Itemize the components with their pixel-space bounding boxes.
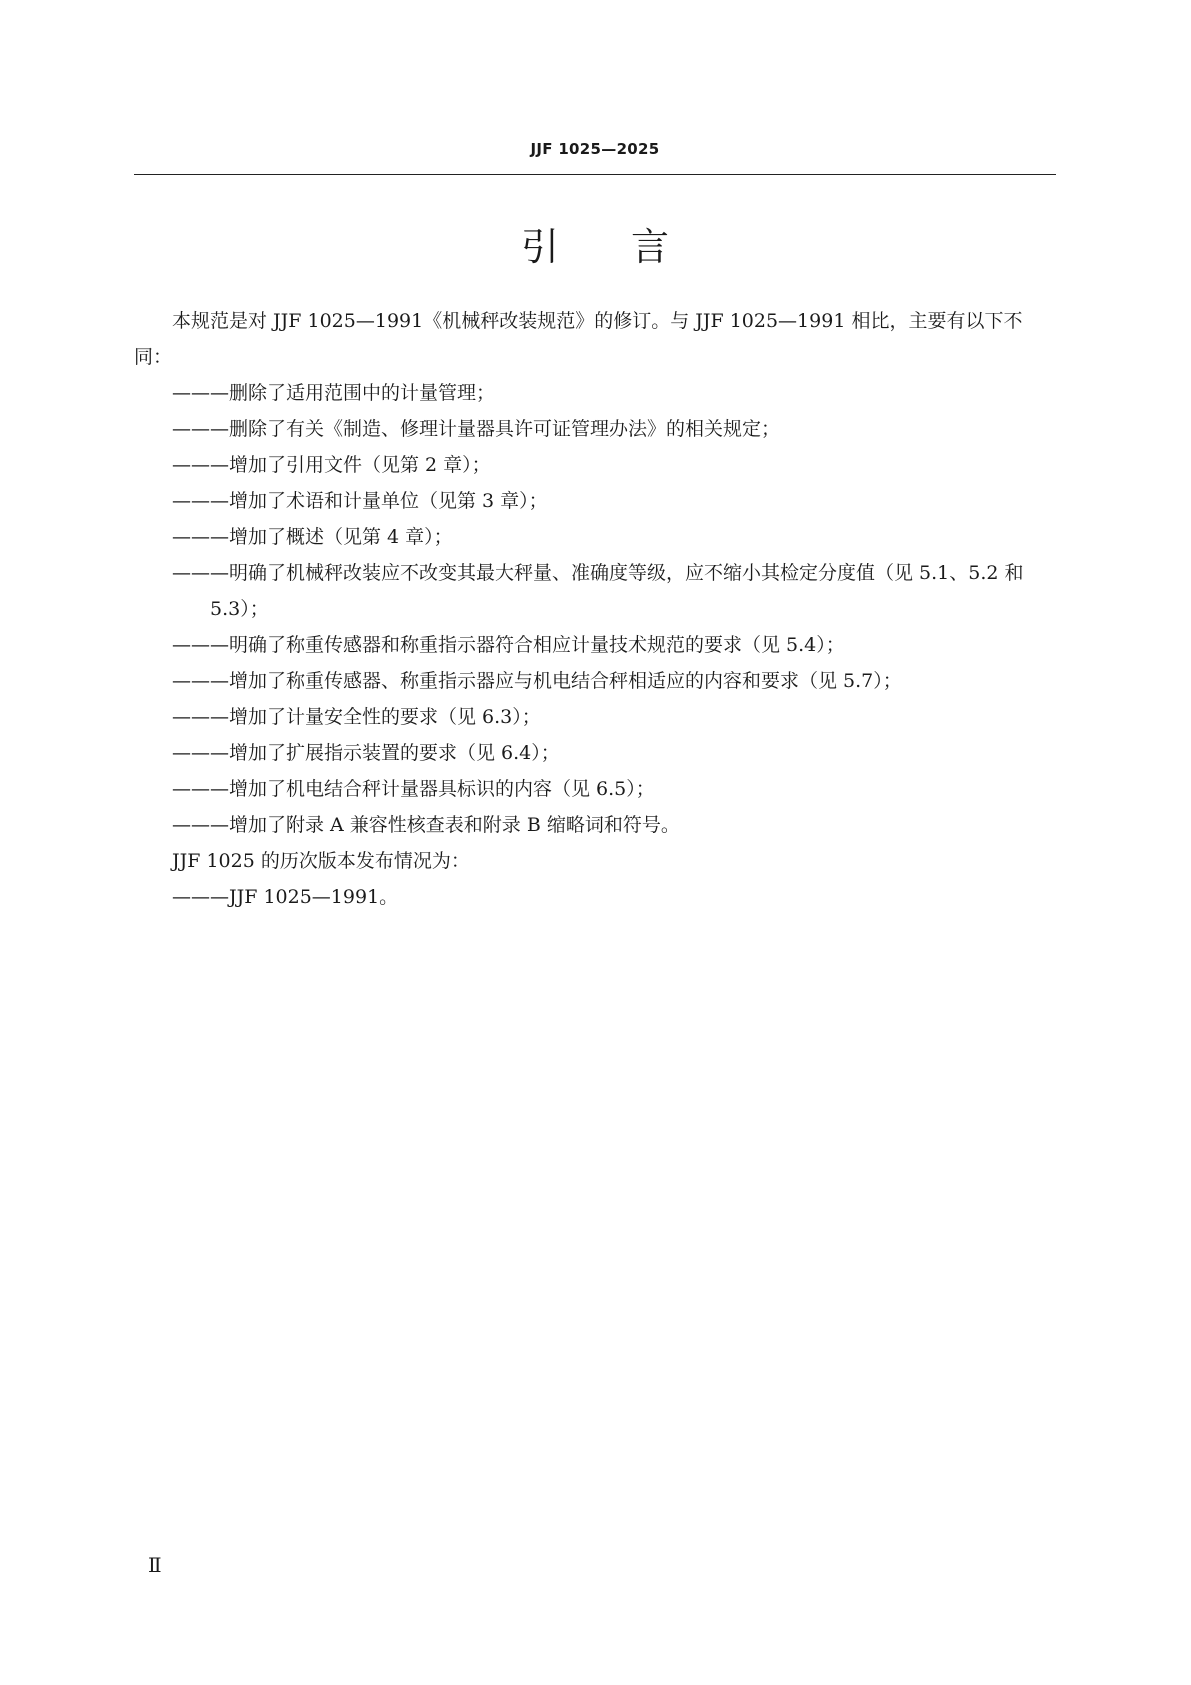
page-number: Ⅱ bbox=[148, 1553, 162, 1577]
running-header bbox=[134, 140, 1056, 176]
change-item: ———增加了称重传感器、称重指示器应与机电结合秤相适应的内容和要求（见 5.7）； bbox=[172, 670, 902, 692]
change-item: ———增加了扩展指示装置的要求（见 6.4）； bbox=[172, 742, 560, 764]
change-item: ———增加了概述（见第 4 章）； bbox=[172, 526, 453, 548]
change-item: ———增加了附录 A 兼容性核查表和附录 B 缩略词和符号。 bbox=[172, 814, 680, 836]
intro-paragraph: 本规范是对 JJF 1025—1991《机械秤改装规范》的修订。与 JJF 1025—1991 相比，主要有以下不同： bbox=[134, 310, 1023, 368]
change-item: ———增加了引用文件（见第 2 章）； bbox=[172, 454, 491, 476]
change-item: ———删除了适用范围中的计量管理； bbox=[172, 382, 496, 404]
history-intro: JJF 1025 的历次版本发布情况为： bbox=[172, 850, 470, 872]
foreword-body bbox=[134, 303, 1056, 915]
header-rule bbox=[134, 174, 1056, 175]
page-title: 引言 bbox=[520, 225, 741, 269]
change-item: ———增加了机电结合秤计量器具标识的内容（见 6.5）； bbox=[172, 778, 655, 800]
document-code: JJF 1025—2025 bbox=[530, 140, 660, 158]
change-item: ———明确了称重传感器和称重指示器符合相应计量技术规范的要求（见 5.4）； bbox=[172, 634, 845, 656]
change-item: ———删除了有关《制造、修理计量器具许可证管理办法》的相关规定； bbox=[172, 418, 781, 440]
history-item: ———JJF 1025—1991。 bbox=[172, 886, 399, 908]
change-item: ———明确了机械秤改装应不改变其最大秤量、准确度等级，应不缩小其检定分度值（见 5.1、5.2 和 5.3）； bbox=[172, 562, 1024, 620]
change-item: ———增加了术语和计量单位（见第 3 章）； bbox=[172, 490, 548, 512]
change-item: ———增加了计量安全性的要求（见 6.3）； bbox=[172, 706, 541, 728]
